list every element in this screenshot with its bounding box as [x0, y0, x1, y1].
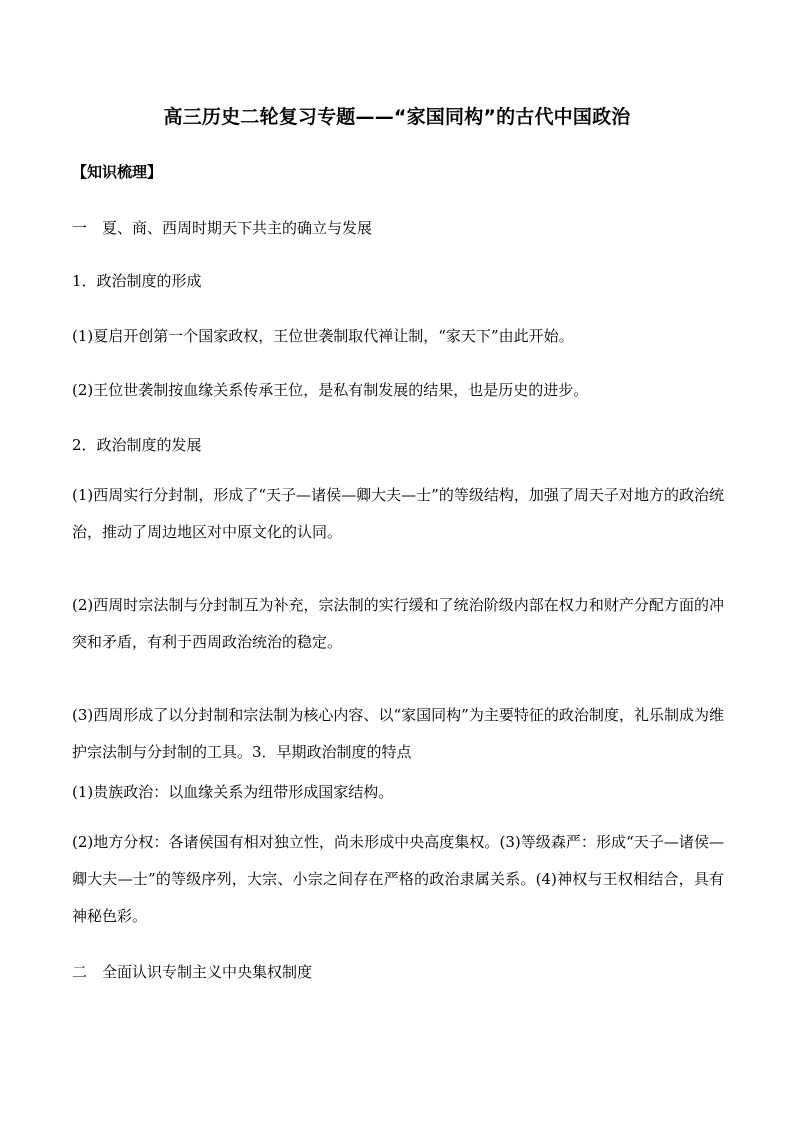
subsection-1-heading: 1．政治制度的形成	[72, 272, 202, 290]
subsection-2-paragraph-1: (1)西周实行分封制，形成了“天子—诸侯—卿大夫—士”的等级结构，加强了周天子对地方的政治统治，推动了周边地区对中原文化的认同。	[72, 486, 724, 541]
part2-heading: 二 全面认识专制主义中央集权制度	[72, 963, 313, 981]
document-title: 高三历史二轮复习专题——“家国同构”的古代中国政治	[163, 106, 631, 128]
subsection-2-heading: 2．政治制度的发展	[72, 436, 202, 454]
section-label: 【知识梳理】	[72, 163, 163, 181]
subsection-3-paragraph-2: (2)地方分权：各诸侯国有相对独立性，尚未形成中央高度集权。(3)等级森严：形成“天子—诸侯—卿大夫—士”的等级序列，大宗、小宗之间存在严格的政治隶属关系。(4)神权与王权相结合，具有神秘色彩。	[72, 833, 724, 925]
subsection-3-paragraph-1: (1)贵族政治：以血缘关系为纽带形成国家结构。	[72, 783, 394, 801]
subsection-1-paragraph-1: (1)夏启开创第一个国家政权，王位世袭制取代禅让制，“家天下”由此开始。	[72, 327, 574, 345]
part1-heading: 一 夏、商、西周时期天下共主的确立与发展	[72, 219, 373, 237]
subsection-2-paragraph-2: (2)西周时宗法制与分封制互为补充，宗法制的实行缓和了统治阶级内部在权力和财产分配方面的冲突和矛盾，有利于西周政治统治的稳定。	[72, 596, 724, 651]
subsection-1-paragraph-2: (2)王位世袭制按血缘关系传承王位，是私有制发展的结果，也是历史的进步。	[72, 381, 589, 399]
subsection-2-paragraph-3: (3)西周形成了以分封制和宗法制为核心内容、以“家国同构”为主要特征的政治制度，礼乐制成为维护宗法制与分封制的工具。3．早期政治制度的特点	[72, 706, 724, 761]
